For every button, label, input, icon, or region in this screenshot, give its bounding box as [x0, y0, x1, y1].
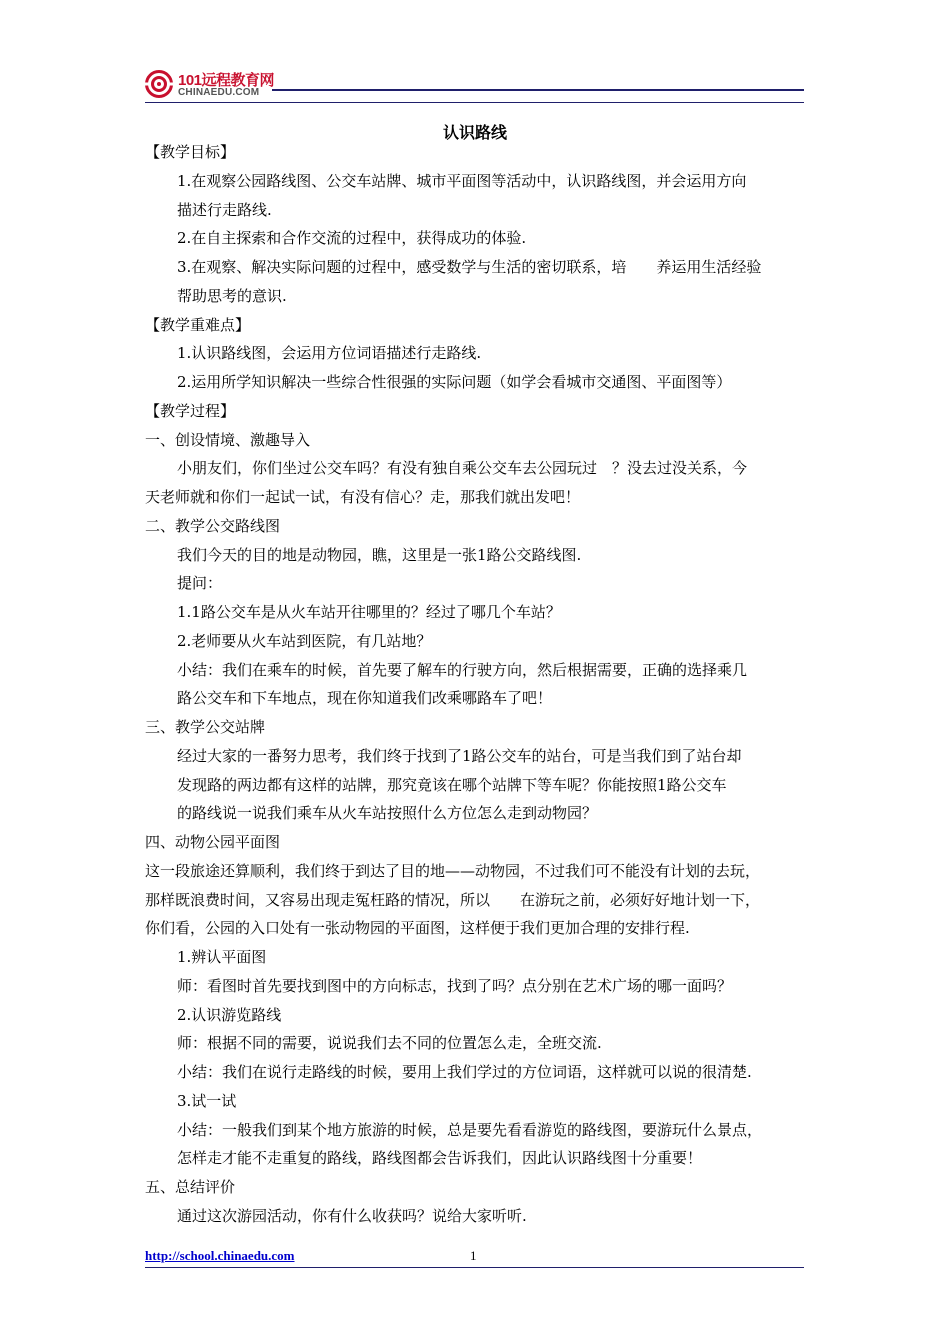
text-line: 2.老师要从火车站到医院，有几站地？ [177, 632, 432, 650]
subsection-heading: 一、创设情境、激趣导入 [145, 431, 311, 449]
text-line: 发现路的两边都有这样的站牌，那究竟该在哪个站牌下等车呢？你能按照1路公交车 [177, 776, 727, 794]
text-line: 帮助思考的意识. [177, 287, 287, 305]
text-line: 3.在观察、解决实际问题的过程中，感受数学与生活的密切联系，培 养运用生活经验 [177, 258, 762, 276]
text-line: 我们今天的目的地是动物园，瞧，这里是一张1路公交路线图. [177, 546, 582, 564]
text-line: 小朋友们，你们坐过公交车吗？有没有独自乘公交车去公园玩过 ？没去过没关系，今 [177, 459, 748, 477]
footer-link[interactable]: http://school.chinaedu.com [145, 1248, 295, 1263]
text-line: 那样既浪费时间，又容易出现走冤枉路的情况，所以 在游玩之前，必须好好地计划一下， [145, 891, 761, 909]
text-line: 经过大家的一番努力思考，我们终于找到了1路公交车的站台，可是当我们到了站台却 [177, 747, 742, 765]
subsection-heading: 二、教学公交路线图 [145, 517, 281, 535]
text-line: 1.认识路线图，会运用方位词语描述行走路线. [177, 344, 482, 362]
text-line: 2.在自主探索和合作交流的过程中，获得成功的体验. [177, 229, 527, 247]
text-line: 路公交车和下车地点，现在你知道我们改乘哪路车了吧！ [177, 689, 553, 707]
text-line: 3.试一试 [177, 1092, 237, 1110]
text-line: 小结：一般我们到某个地方旅游的时候，总是要先看看游览的路线图，要游玩什么景点， [177, 1121, 763, 1139]
section-heading: 【教学目标】 [145, 143, 236, 161]
text-line: 2.认识游览路线 [177, 1006, 282, 1024]
text-line: 这一段旅途还算顺利，我们终于到达了目的地——动物园，不过我们可不能没有计划的去玩， [145, 862, 761, 880]
text-line: 小结：我们在乘车的时候，首先要了解车的行驶方向，然后根据需要，正确的选择乘几 [177, 661, 748, 679]
text-line: 师：根据不同的需要，说说我们去不同的位置怎么走，全班交流. [177, 1034, 602, 1052]
logo-icon [145, 70, 173, 98]
text-line: 1.1路公交车是从火车站开往哪里的？经过了哪几个车站？ [177, 603, 561, 621]
page-header [0, 0, 950, 110]
text-line: 师：看图时首先要找到图中的方向标志，找到了吗？点分别在艺术广场的哪一面吗？ [177, 977, 733, 995]
subsection-heading: 三、教学公交站牌 [145, 718, 266, 736]
text-line: 天老师就和你们一起试一试，有没有信心？走，那我们就出发吧！ [145, 488, 581, 506]
page-number: 1 [470, 1248, 477, 1263]
document-title: 认识路线 [442, 123, 507, 142]
subsection-heading: 四、动物公园平面图 [145, 833, 281, 851]
text-line: 提问： [177, 574, 223, 592]
text-line: 小结：我们在说行走路线的时候，要用上我们学过的方位词语，这样就可以说的很清楚. [177, 1063, 752, 1081]
header-rule [272, 89, 804, 91]
logo-text: 101远程教育网 [178, 72, 275, 89]
text-line: 怎样走才能不走重复的路线，路线图都会告诉我们，因此认识路线图十分重要！ [177, 1149, 703, 1167]
text-line: 1.辨认平面图 [177, 948, 267, 966]
logo-subtext: CHINAEDU.COM [178, 87, 260, 98]
text-line: 通过这次游园活动，你有什么收获吗？说给大家听听. [177, 1207, 527, 1225]
text-line: 的路线说一说我们乘车从火车站按照什么方位怎么走到动物园？ [177, 804, 598, 822]
footer-rule [145, 1267, 804, 1268]
text-line: 描述行走路线. [177, 201, 272, 219]
section-heading: 【教学重难点】 [145, 316, 251, 334]
section-heading: 【教学过程】 [145, 402, 236, 420]
text-line: 2.运用所学知识解决一些综合性很强的实际问题（如学会看城市交通图、平面图等） [177, 373, 732, 391]
header-rule-thin [145, 102, 804, 103]
subsection-heading: 五、总结评价 [145, 1178, 236, 1196]
text-line: 你们看，公园的入口处有一张动物园的平面图，这样便于我们更加合理的安排行程. [145, 919, 690, 937]
text-line: 1.在观察公园路线图、公交车站牌、城市平面图等活动中，认识路线图，并会运用方向 [177, 172, 747, 190]
